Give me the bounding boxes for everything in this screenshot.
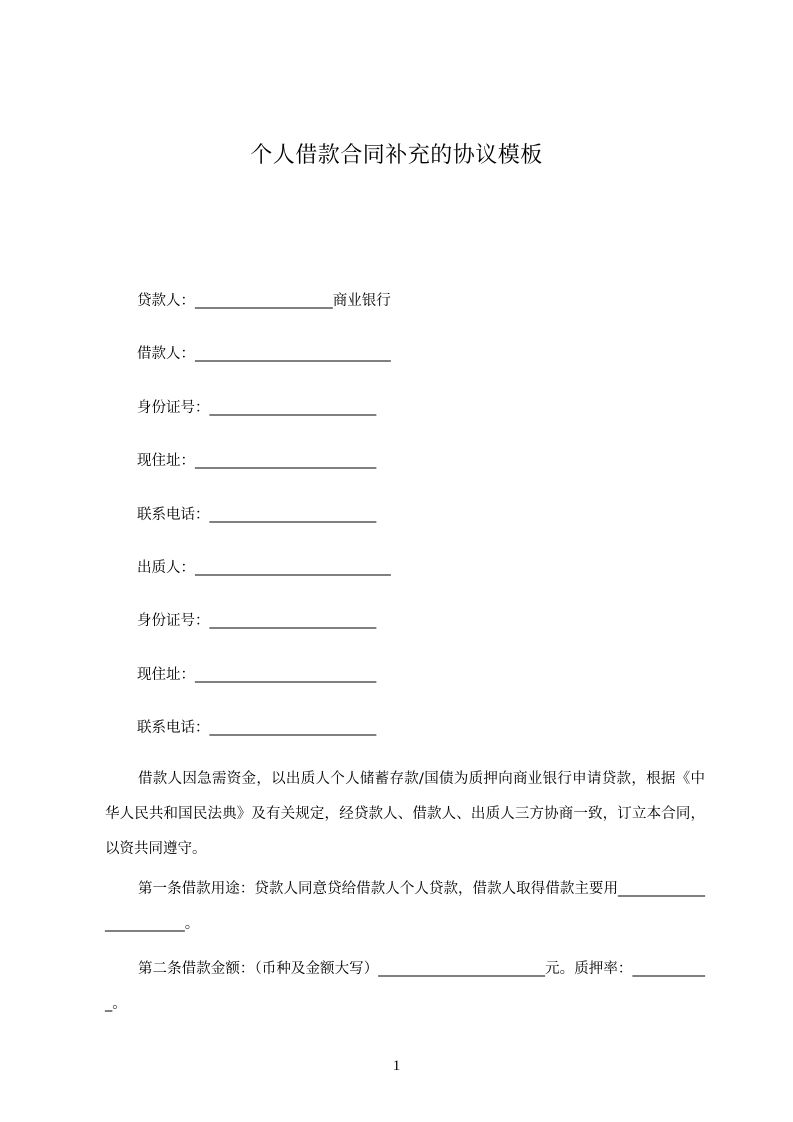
field-lender: 贷款人：___________________商业银行 — [137, 293, 391, 309]
field-borrower-address: 现住址：_________________________ — [137, 453, 377, 469]
document-title: 个人借款合同补充的协议模板 — [250, 143, 543, 168]
article-1-paragraph: 第一条借款用途：贷款人同意贷给借款人个人贷款，借款人取得借款主要用_______________________。 — [105, 881, 705, 932]
preamble-paragraph: 借款人因急需资金，以出质人个人储蓄存款/国债为质押向商业银行申请贷款，根据《中华人民共和国民法典》及有关规定，经贷款人、借款人、出质人三方协商一致，订立本合同，以资共同遵守。 — [105, 771, 705, 857]
field-borrower-id-number: 身份证号：_______________________ — [137, 400, 377, 416]
page-number: 1 — [392, 1058, 401, 1074]
field-pledgor-id-number: 身份证号：_______________________ — [137, 613, 377, 629]
article-2-paragraph: 第二条借款金额：（币种及金额大写）_______________________元。质押率：___________。 — [105, 961, 705, 1012]
field-pledgor: 出质人：___________________________ — [137, 560, 391, 576]
field-borrower: 借款人：___________________________ — [137, 346, 391, 362]
field-pledgor-address: 现住址：_________________________ — [137, 667, 377, 683]
field-pledgor-phone: 联系电话：_______________________ — [137, 720, 377, 736]
field-borrower-phone: 联系电话：_______________________ — [137, 507, 377, 523]
